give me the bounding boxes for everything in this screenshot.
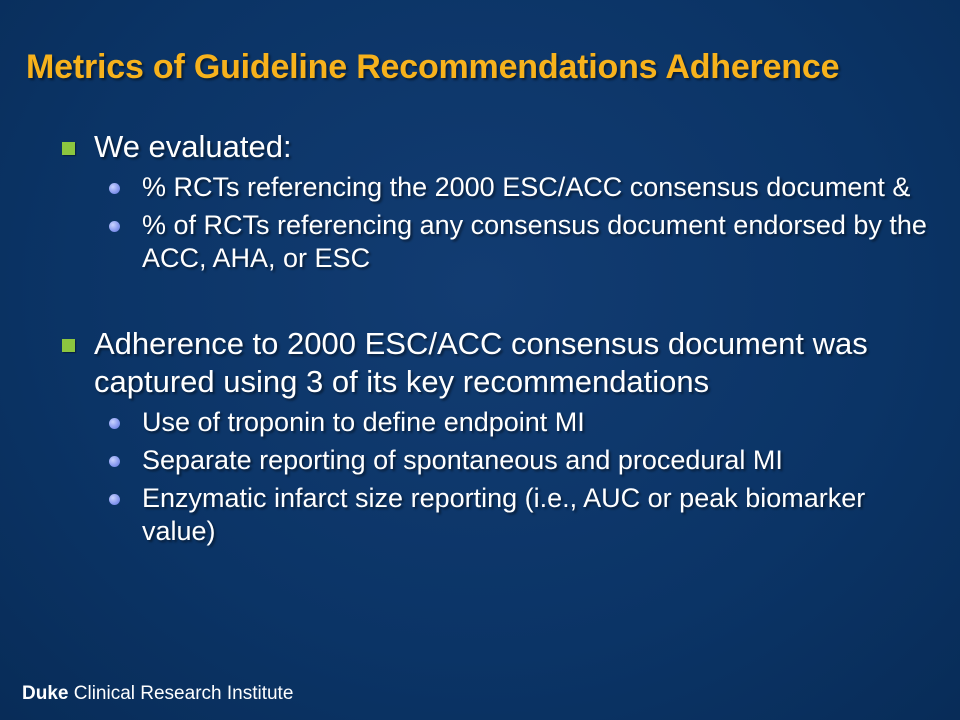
sub-bullet-item [60, 406, 930, 439]
sub-bullet-text: Enzymatic infarct size reporting (i.e., AUC or peak biomarker value) [142, 483, 866, 546]
footer-brand: Duke [22, 683, 69, 704]
bullet-adherence [60, 325, 930, 401]
sub-bullet-text: Use of troponin to define endpoint MI [142, 407, 585, 437]
round-bullet-icon [109, 221, 120, 232]
sub-bullet-item [60, 171, 930, 204]
sub-bullet-text: % RCTs referencing the 2000 ESC/ACC consensus document & [142, 172, 911, 202]
round-bullet-icon [109, 456, 120, 467]
bullet-text: We evaluated: [94, 129, 292, 164]
slide-content [60, 128, 930, 548]
sub-bullet-list [60, 406, 930, 548]
sub-bullet-item [60, 482, 930, 548]
sub-bullet-list [60, 171, 930, 275]
bullet-text: Adherence to 2000 ESC/ACC consensus document was captured using 3 of its key recommendations [94, 326, 868, 399]
footer-logo [22, 683, 293, 705]
square-bullet-icon [62, 142, 75, 155]
sub-bullet-text: Separate reporting of spontaneous and procedural MI [142, 445, 783, 475]
round-bullet-icon [109, 494, 120, 505]
footer-text: Clinical Research Institute [73, 683, 294, 704]
sub-bullet-item [60, 444, 930, 477]
round-bullet-icon [109, 418, 120, 429]
sub-bullet-text: % of RCTs referencing any consensus document endorsed by the ACC, AHA, or ESC [142, 210, 927, 273]
round-bullet-icon [109, 183, 120, 194]
square-bullet-icon [62, 339, 75, 352]
sub-bullet-item [60, 209, 930, 275]
slide-title: Metrics of Guideline Recommendations Adherence [26, 48, 840, 86]
bullet-we-evaluated [60, 128, 930, 166]
